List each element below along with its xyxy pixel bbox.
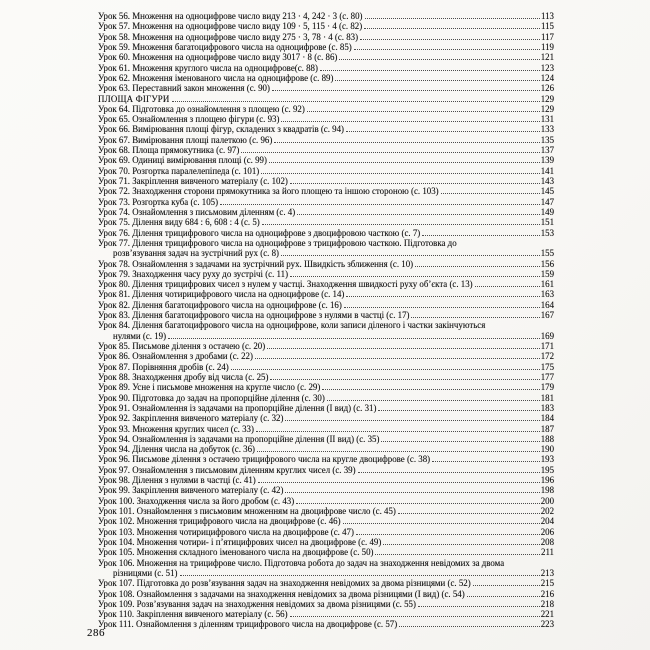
toc-entry-title: Урок 67. Вимірювання площі палеткою (с. 96) <box>98 134 273 145</box>
toc-entry-title: Урок 93. Множення круглих чисел (с. 33) <box>98 423 254 434</box>
toc-entry <box>98 73 554 83</box>
toc-entry-continuation <box>98 568 554 578</box>
leader-dots <box>290 616 540 617</box>
toc-entry-title: Урок 70. Розгортка паралелепіпеда (с. 101) <box>98 165 260 176</box>
toc-entry-page: 167 <box>540 310 554 321</box>
toc-entry <box>98 516 554 526</box>
toc-entry-continuation <box>98 331 554 341</box>
toc-entry <box>98 434 554 444</box>
toc-entry-title: Урок 97. Ознайомлення з письмовим діленням круглих чисел (с. 39) <box>98 464 356 475</box>
toc-entry-page: 117 <box>541 31 554 42</box>
toc-entry-title: Урок 56. Множення на одноцифрове число виду 213 · 4, 242 · 3 (с. 80) <box>98 11 363 21</box>
toc-entry-title: Урок 68. Площа прямокутника (с. 97) <box>98 145 240 156</box>
toc-entry <box>98 403 554 413</box>
leader-dots <box>467 596 540 597</box>
leader-dots <box>415 266 540 267</box>
leader-dots <box>378 410 539 411</box>
leader-dots <box>398 513 540 514</box>
leader-dots <box>262 224 540 225</box>
toc-entry-page: 129 <box>540 103 554 114</box>
toc-entry-title: Урок 108. Ознайомлення з задачами на знаходження невідомих за двома різницями (І вид) (с. 54) <box>98 588 465 599</box>
toc-entry-title: Урок 58. Множення на одноцифрове число виду 275 · 3, 78 · 4 (с. 83) <box>98 31 359 42</box>
toc-entry-page: 202 <box>540 506 554 516</box>
toc-entry <box>98 94 554 104</box>
toc-entry-title: Урок 83. Ділення багатоцифрового числа на одноцифрове з нулями в частці (с. 17) <box>98 310 410 321</box>
leader-dots <box>281 121 539 122</box>
toc-entry-title: Урок 64. Підготовка до ознайомлення з площею (с. 92) <box>98 103 305 114</box>
toc-entry-page: 193 <box>540 454 554 465</box>
toc-entry <box>98 537 554 547</box>
leader-dots <box>343 523 540 524</box>
toc-entry <box>98 228 554 238</box>
toc-entry-title-continuation: нулями (с. 19) <box>113 330 167 341</box>
toc-entry-page: 161 <box>540 279 554 290</box>
toc-entry-title: Урок 89. Усне і письмове множення на кругле число (с. 29) <box>98 382 321 393</box>
toc-entry <box>98 362 554 372</box>
toc-entry <box>98 547 554 557</box>
toc-entry-page: 169 <box>540 330 554 341</box>
toc-entry-page: 196 <box>540 475 554 486</box>
toc-entry <box>98 52 554 62</box>
toc-entry-page: 184 <box>540 413 554 424</box>
leader-dots <box>258 482 540 483</box>
leader-dots <box>383 544 539 545</box>
toc-entry <box>98 279 554 289</box>
toc-entry-title: Урок 86. Ознайомлення з дробами (с. 22) <box>98 351 253 362</box>
toc-entry-page: 223 <box>540 619 554 630</box>
toc-entry-title: Урок 107. Підготовка до розв’язування задач на знаходження невідомих за двома різницями (с. 52) <box>98 578 471 589</box>
toc-entry <box>98 21 554 31</box>
leader-dots <box>354 49 540 50</box>
toc-entry-title: Урок 85. Письмове ділення з остачею (с. 20) <box>98 341 266 351</box>
toc-entry <box>98 104 554 114</box>
toc-entry-page: 135 <box>540 134 554 145</box>
toc-entry <box>98 259 554 269</box>
toc-entry-title: Урок 94. Ділення числа на добуток (с. 36) <box>98 444 256 455</box>
toc-entry-title: Урок 105. Множення складного іменованого числа на двоцифрове (с. 50) <box>98 547 374 558</box>
toc-entry-title: Урок 63. Переставний закон множення (с. 90) <box>98 83 270 94</box>
toc-entry <box>98 176 554 186</box>
toc-entry <box>98 527 554 537</box>
toc-entry <box>98 444 554 454</box>
toc-entry <box>98 11 554 21</box>
toc-entry-page: 149 <box>540 206 554 217</box>
leader-dots <box>346 296 539 297</box>
toc-entry-page: 155 <box>540 248 554 259</box>
toc-entry-title: Урок 96. Письмове ділення з остачею трицифрового числа на кругле двоцифрове (с. 38) <box>98 454 431 465</box>
toc-entry-title: Урок 66. Вимірювання площі фігур, складених з квадратів (с. 94) <box>98 124 345 135</box>
toc-entry-title: Урок 73. Розгортка куба (с. 105) <box>98 196 219 207</box>
toc-entry-page: 221 <box>540 609 554 620</box>
toc-entry-page: 179 <box>540 382 554 393</box>
toc-entry-title: Урок 79. Знаходження часу руху до зустрічі (с. 11) <box>98 268 289 279</box>
toc-list <box>98 11 554 630</box>
toc-entry-page: 151 <box>540 217 554 228</box>
toc-entry <box>98 558 554 568</box>
toc-entry-page: 208 <box>540 536 554 547</box>
leader-dots <box>172 101 540 102</box>
toc-entry <box>98 32 554 42</box>
toc-entry <box>98 135 554 145</box>
toc-entry-page: 145 <box>540 186 554 197</box>
toc-entry-title: Урок 74. Ознайомлення з письмовим діленням (с. 4) <box>98 206 296 217</box>
leader-dots <box>381 441 539 442</box>
leader-dots <box>180 575 540 576</box>
toc-entry-title: Урок 72. Знаходження сторони прямокутника за його площею та іншою стороною (с. 103) <box>98 186 439 197</box>
toc-entry-page: 124 <box>540 72 554 83</box>
toc-entry-page: 156 <box>540 258 554 269</box>
toc-entry-page: 177 <box>540 371 554 382</box>
leader-dots <box>270 379 539 380</box>
toc-entry-page: 190 <box>540 444 554 455</box>
toc-entry-title: Урок 59. Множення багатоцифрового числа на одноцифрове (с. 85) <box>98 41 352 52</box>
toc-entry-title: Урок 92. Закріплення вивченого матеріалу (с. 32) <box>98 413 284 424</box>
toc-entry-page: 121 <box>540 52 554 63</box>
toc-entry-page: 143 <box>540 176 554 186</box>
toc-entry <box>98 351 554 361</box>
toc-entry-title: Урок 90. Підготовка до задач на пропорційне ділення (с. 30) <box>98 392 325 403</box>
leader-dots <box>257 451 540 452</box>
toc-entry-page: 129 <box>540 93 554 104</box>
leader-dots <box>320 70 540 71</box>
toc-entry <box>98 393 554 403</box>
toc-entry-title: Урок 109. Розв’язування задач на знаходження невідомих за двома різницями (с. 55) <box>98 598 416 609</box>
toc-entry-title: Урок 82. Ділення багатоцифрового числа на одноцифрове (с. 16) <box>98 299 342 310</box>
toc-entry <box>98 506 554 516</box>
leader-dots <box>365 18 541 19</box>
toc-entry-title: Урок 91. Ознайомлення із задачами на пропорційне ділення (І вид) (с. 31) <box>98 402 377 413</box>
toc-entry-title: Урок 80. Ділення трицифрових чисел з нулем у частці. Знаходження швидкості руху об’єкта (с. 13) <box>98 279 473 290</box>
toc-entry <box>98 269 554 279</box>
leader-dots <box>360 39 540 40</box>
leader-dots <box>322 389 539 390</box>
toc-entry-title: Урок 104. Множення чотири- і п’ятицифрових чисел на двоцифрове (с. 49) <box>98 536 382 547</box>
toc-entry-page: 200 <box>540 495 554 506</box>
toc-entry-title: Урок 81. Ділення чотирицифрового числа на одноцифрове (с. 14) <box>98 289 345 300</box>
toc-entry-page: 139 <box>540 155 554 166</box>
leader-dots <box>358 472 540 473</box>
toc-entry-page: 133 <box>540 124 554 135</box>
leader-dots <box>290 183 540 184</box>
toc-entry-title: Урок 98. Ділення з нулями в частці (с. 41) <box>98 475 256 486</box>
leader-dots <box>346 131 540 132</box>
toc-entry <box>98 83 554 93</box>
leader-dots <box>241 152 539 153</box>
toc-entry-title: Урок 100. Знаходження числа за його дробом (с. 43) <box>98 495 295 506</box>
toc-entry-title: Урок 76. Ділення трицифрового числа на одноцифрове з двоцифровою часткою (с. 7) <box>98 227 421 238</box>
toc-entry-title: Урок 102. Множення трицифрового числа на двоцифрове (с. 46) <box>98 516 341 527</box>
toc-entry-title: Урок 87. Порівняння дробів (с. 24) <box>98 361 229 372</box>
toc-entry-page: 159 <box>540 268 554 279</box>
toc-entry <box>98 589 554 599</box>
leader-dots <box>290 276 540 277</box>
toc-entry-page: 126 <box>540 83 554 94</box>
toc-entry <box>98 155 554 165</box>
toc-entry-continuation <box>98 248 554 258</box>
toc-entry-page: 153 <box>540 227 554 238</box>
toc-entry-page: 115 <box>541 21 554 32</box>
leader-dots <box>255 358 540 359</box>
toc-entry-title: Урок 60. Множення на одноцифрове число виду 3017 · 8 (с. 86) <box>98 52 338 63</box>
toc-entry <box>98 186 554 196</box>
toc-entry <box>98 207 554 217</box>
toc-entry-title-continuation: різницями (с. 51) <box>113 567 178 578</box>
toc-entry-title: Урок 111. Ознайомлення з діленням трицифрового числа на двоцифрове (с. 57) <box>98 619 398 630</box>
toc-entry-page: 137 <box>540 145 554 156</box>
toc-entry-page: 141 <box>540 165 554 176</box>
toc-entry-page: 218 <box>540 598 554 609</box>
toc-entry <box>98 238 554 248</box>
toc-entry-title: Урок 71. Закріплення вивченого матеріалу (с. 102) <box>98 176 288 186</box>
toc-entry-title: Урок 69. Одиниці вимірювання площі (с. 99) <box>98 155 267 166</box>
leader-dots <box>327 400 540 401</box>
leader-dots <box>335 80 539 81</box>
toc-entry-page: 213 <box>540 567 554 578</box>
leader-dots <box>272 90 540 91</box>
toc-entry-page: 175 <box>540 361 554 372</box>
toc-entry-title-continuation: розв’язування задач на зустрічний рух (с. 8) <box>113 248 279 259</box>
leader-dots <box>339 59 539 60</box>
leader-dots <box>267 348 540 349</box>
toc-entry <box>98 310 554 320</box>
leader-dots <box>297 214 540 215</box>
toc-entry-title: Урок 78. Ознайомлення з задачами на зустрічний рух. Швидкість зближення (с. 10) <box>98 258 414 269</box>
toc-entry-page: 183 <box>540 402 554 413</box>
toc-entry-page: 198 <box>540 485 554 496</box>
leader-dots <box>441 193 540 194</box>
toc-entry <box>98 166 554 176</box>
toc-entry-title: Урок 65. Ознайомлення з площею фігури (с. 93) <box>98 114 280 125</box>
leader-dots <box>411 317 539 318</box>
toc-entry-title: Урок 99. Закріплення вивченого матеріалу (с. 42) <box>98 485 284 496</box>
toc-entry <box>98 114 554 124</box>
leader-dots <box>399 626 540 627</box>
toc-entry <box>98 599 554 609</box>
leader-dots <box>418 606 540 607</box>
leader-dots <box>231 369 540 370</box>
toc-entry-page: 131 <box>540 114 554 125</box>
toc-entry <box>98 578 554 588</box>
toc-entry-page: 123 <box>540 62 554 73</box>
leader-dots <box>269 162 540 163</box>
leader-dots <box>307 111 540 112</box>
toc-entry-title: Урок 84. Ділення багатоцифрового числа на одноцифрове, коли записи діленого і частки закінчуються <box>98 320 486 331</box>
toc-entry <box>98 197 554 207</box>
toc-entry-page: 113 <box>541 11 554 21</box>
toc-entry-title: Урок 94. Ознайомлення із задачами на пропорційне ділення (ІІ вид) (с. 35) <box>98 433 380 444</box>
leader-dots <box>285 492 539 493</box>
toc-entry-title: Урок 88. Знаходження дробу від числа (с. 25) <box>98 371 269 382</box>
leader-dots <box>422 235 539 236</box>
leader-dots <box>473 585 540 586</box>
toc-entry-title: Урок 57. Множення на одноцифрове число виду 109 · 5, 115 · 4 (с. 82) <box>98 21 363 32</box>
toc-entry-page: 147 <box>540 196 554 207</box>
toc-entry <box>98 124 554 134</box>
leader-dots <box>285 420 539 421</box>
toc-entry <box>98 485 554 495</box>
toc-entry <box>98 320 554 330</box>
toc-entry-title: Урок 62. Множення іменованого числа на одноцифрове (с. 89) <box>98 72 334 83</box>
toc-entry <box>98 619 554 629</box>
toc-entry-page: 206 <box>540 526 554 537</box>
toc-entry <box>98 475 554 485</box>
toc-entry <box>98 413 554 423</box>
leader-dots <box>344 307 540 308</box>
toc-entry-page: 119 <box>541 41 554 52</box>
toc-entry-page: 181 <box>540 392 554 403</box>
leader-dots <box>296 503 540 504</box>
toc-entry-page: 211 <box>541 547 554 558</box>
leader-dots <box>168 338 540 339</box>
toc-entry <box>98 454 554 464</box>
toc-entry-title: Урок 110. Закріплення вивченого матеріалу (с. 56) <box>98 609 288 620</box>
toc-entry-title: Урок 77. Ділення трицифрового числа на одноцифрове з трицифровою часткою. Підготовка до <box>98 237 457 248</box>
toc-entry-page: 195 <box>540 464 554 475</box>
toc-entry <box>98 145 554 155</box>
toc-entry-page: 171 <box>540 341 554 351</box>
toc-entry-page: 164 <box>540 299 554 310</box>
toc-entry-page: 187 <box>540 423 554 434</box>
toc-entry <box>98 289 554 299</box>
toc-entry <box>98 609 554 619</box>
toc-entry-title: Урок 106. Множення на трицифрове число. Підготовча робота до задач на знаходження невідомих за двома <box>98 557 505 568</box>
toc-entry <box>98 42 554 52</box>
toc-entry <box>98 300 554 310</box>
leader-dots <box>375 554 540 555</box>
leader-dots <box>364 28 540 29</box>
toc-entry-title: Урок 101. Ознайомлення з письмовим множенням на двоцифрове число (с. 45) <box>98 506 396 516</box>
toc-entry-title: Урок 75. Ділення виду 684 : 6, 608 : 4 (с. 5) <box>98 217 260 228</box>
toc-entry-page: 215 <box>540 578 554 589</box>
toc-entry <box>98 465 554 475</box>
toc-entry <box>98 217 554 227</box>
toc-entry <box>98 424 554 434</box>
toc-entry <box>98 63 554 73</box>
toc-entry <box>98 372 554 382</box>
toc-entry <box>98 341 554 351</box>
leader-dots <box>220 204 540 205</box>
leader-dots <box>281 255 540 256</box>
toc-entry-page: 188 <box>540 433 554 444</box>
toc-entry-page: 216 <box>540 588 554 599</box>
toc-entry-page: 172 <box>540 351 554 362</box>
leader-dots <box>475 286 540 287</box>
toc-section-heading: ПЛОЩА ФІГУРИ <box>98 93 170 104</box>
leader-dots <box>274 142 539 143</box>
leader-dots <box>356 534 540 535</box>
toc-entry-page: 163 <box>540 289 554 300</box>
leader-dots <box>261 173 539 174</box>
toc-entry-page: 204 <box>540 516 554 527</box>
toc-entry-title: Урок 103. Множення чотирицифрового числа на двоцифрове (с. 47) <box>98 526 354 537</box>
toc-entry-title: Урок 61. Множення круглого числа на одноцифрове(с. 88) <box>98 62 318 73</box>
toc-entry <box>98 496 554 506</box>
folio-page-number: 286 <box>87 627 105 639</box>
leader-dots <box>432 461 540 462</box>
toc-entry <box>98 382 554 392</box>
leader-dots <box>256 431 540 432</box>
